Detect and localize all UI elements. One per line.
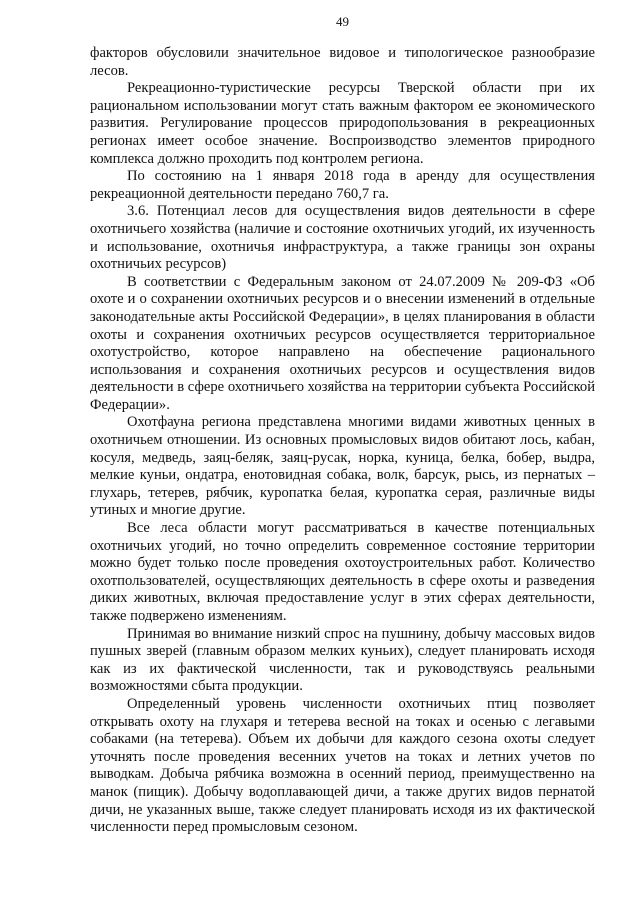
paragraph: Определенный уровень численности охотничьих птиц позволяет открывать охоту на глухаря и тетерева весной на токах и осенью с легавыми собаками (на тетерева). Объем их добычи для каждого сезона охоты следует уточнять после проведения весенних учетов на токах и летних учетов по выводкам. Добыча рябчика возможна в осенний период, преимущественно на манок (пищик). Добычу водоплавающей дичи, а также других видов пернатой дичи, не указанных выше, также следует планировать исходя из их фактической численности перед промысловым сезоном. (90, 695, 595, 836)
paragraph: Принимая во внимание низкий спрос на пушнину, добычу массовых видов пушных зверей (главным образом мелких куньих), следует планировать исходя как из их фактической численности, так и руководствуясь реальными возможностями сбыта продукции. (90, 625, 595, 695)
body-text (90, 45, 595, 837)
paragraph: факторов обусловили значительное видовое и типологическое разнообразие лесов. (90, 45, 595, 79)
paragraph: Все леса области могут рассматриваться в качестве потенциальных охотничьих угодий, но точно определить современное состояние территории можно будет только после проведения охотоустроительных работ. Количество охотпользователей, осуществляющих деятельность в сфере охоты и разведения диких животных, включая предоставление услуг в этих сферах деятельности, также подвержено изменениям. (90, 520, 595, 624)
paragraph: Охотфауна региона представлена многими видами животных ценных в охотничьем отношении. Из основных промысловых видов обитают лось, кабан, косуля, медведь, заяц-беляк, заяц-русак, норка, куница, белка, бобер, выдра, мелкие куньи, ондатра, енотовидная собака, волк, барсук, рысь, из пернатых – глухарь, тетерев, рябчик, куропатка белая, куропатка серая, различные виды утиных и многие другие. (90, 414, 595, 519)
paragraph: В соответствии с Федеральным законом от 24.07.2009 № 209-ФЗ «Об охоте и о сохранении охотничьих ресурсов и о внесении изменений в отдельные законодательные акты Российской Федерации», в целях планирования в области охоты и сохранения охотничьих ресурсов осуществляется территориальное охотустройство, которое направлено на обеспечение рационального использования и сохранения охотничьих ресурсов и осуществления видов деятельности в сфере охотничьего хозяйства на территории субъекта Российской Федерации». (90, 273, 595, 413)
document-page (90, 14, 595, 837)
paragraph: 3.6. Потенциал лесов для осуществления видов деятельности в сфере охотничьего хозяйства (наличие и состояние охотничьих угодий, их изученность и использование, охотничья инфраструктура, а также границы зон охраны охотничьих ресурсов) (90, 203, 595, 273)
paragraph: Рекреационно-туристические ресурсы Тверской области при их рациональном использовании могут стать важным фактором ее экономического развития. Регулирование процессов природопользования в рекреационных регионах имеет особое значение. Воспроизводство элементов природного комплекса должно проходить под контролем региона. (90, 80, 595, 167)
paragraph: По состоянию на 1 января 2018 года в аренду для осуществления рекреационной деятельности передано 760,7 га. (90, 168, 595, 202)
page-number: 49 (336, 14, 349, 29)
